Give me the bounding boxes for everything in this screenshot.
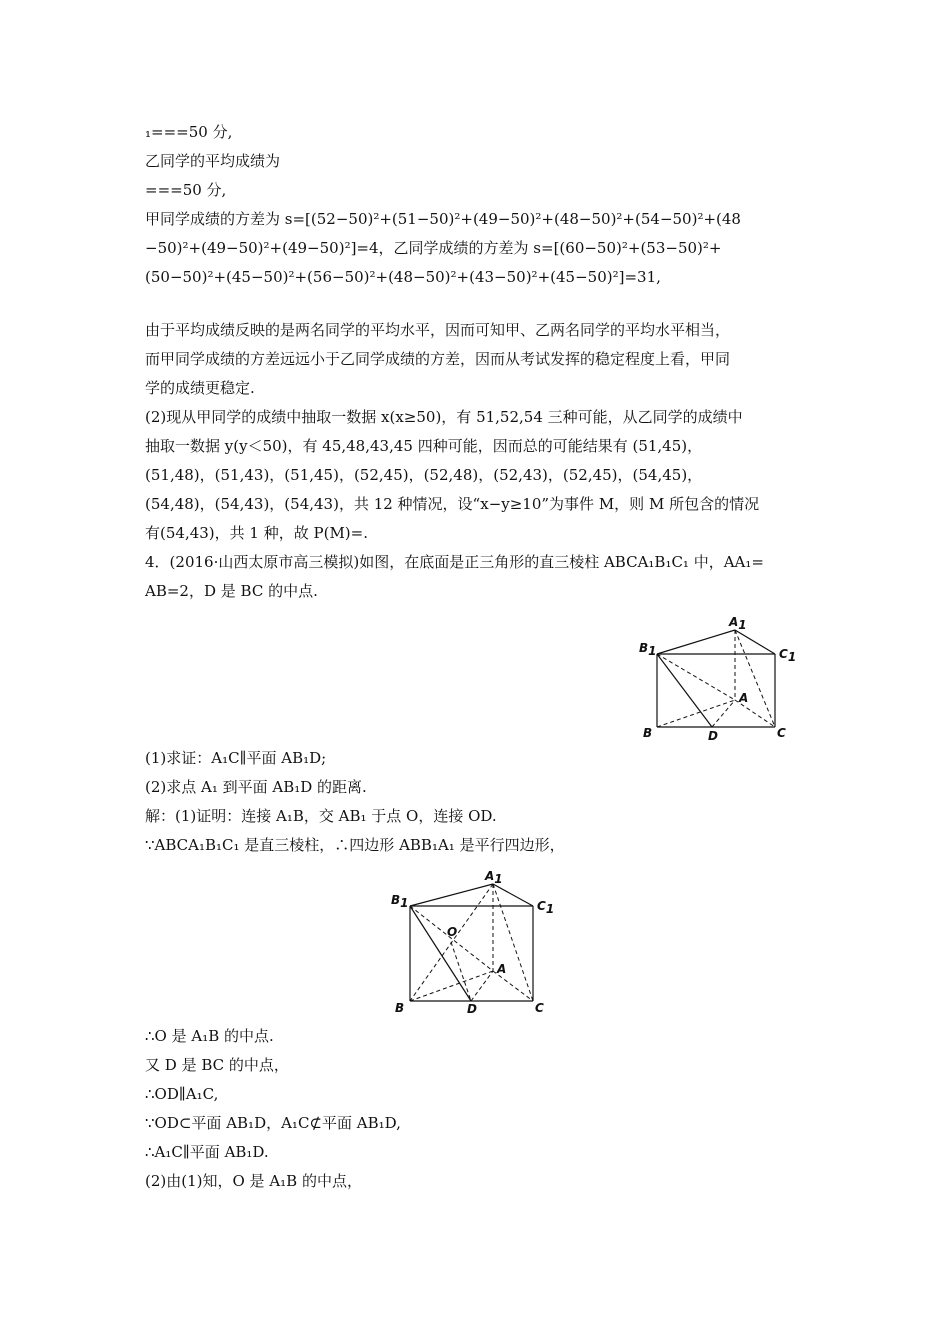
text-line: (2)由(1)知，O 是 A₁B 的中点， xyxy=(145,1172,362,1190)
label-d: D xyxy=(467,1002,477,1016)
text-line: 乙同学的平均成绩为 xyxy=(145,152,281,170)
document-page xyxy=(145,118,815,1196)
label-b: B xyxy=(643,726,653,740)
text-line: 有(54,43)，共 1 种，故 P(M)=. xyxy=(145,524,368,542)
text-line: 而甲同学成绩的方差远远小于乙同学成绩的方差，因而从考试发挥的稳定程度上看，甲同 xyxy=(145,350,731,368)
text-line: 甲同学成绩的方差为 s=[(52−50)²+(51−50)²+(49−50)²+(48−50)²+(54−50)²+(48 xyxy=(145,210,741,228)
label-b: B xyxy=(395,1001,405,1015)
text-line: 由于平均成绩反映的是两名同学的平均水平，因而可知甲、乙两名同学的平均水平相当， xyxy=(145,321,731,339)
text-line: 抽取一数据 y(y＜50)，有 45,48,43,45 四种可能，因而总的可能结果有 (51,45)， xyxy=(145,437,703,455)
text-line: ∴OD∥A₁C, xyxy=(145,1085,219,1103)
text-line: ===50 分, xyxy=(145,181,227,199)
text-line: ∴A₁C∥平面 AB₁D. xyxy=(145,1143,269,1161)
text-line: 又 D 是 BC 的中点， xyxy=(145,1056,289,1074)
prism-figure-1 xyxy=(635,612,815,742)
label-c1: C1 xyxy=(537,899,555,916)
label-a: A xyxy=(497,962,507,976)
text-line: (2)求点 A₁ 到平面 AB₁D 的距离. xyxy=(145,778,367,796)
label-b1: B1 xyxy=(391,893,409,910)
label-a1: A1 xyxy=(485,869,503,886)
text-line: (1)求证：A₁C∥平面 AB₁D; xyxy=(145,749,327,767)
text-line: 解：(1)证明：连接 A₁B，交 AB₁ 于点 O，连接 OD. xyxy=(145,807,497,825)
text-line: (51,48)，(51,43)，(51,45)，(52,45)，(52,48)，(52,43)，(52,45)，(54,45)， xyxy=(145,466,703,484)
label-c1: C1 xyxy=(779,647,797,664)
label-o: O xyxy=(447,925,458,939)
label-b1: B1 xyxy=(639,641,657,658)
problem-4-questions xyxy=(145,744,815,860)
prism-diagram-2 xyxy=(385,866,565,1016)
text-line: −50)²+(49−50)²+(49−50)²]=4，乙同学成绩的方差为 s=[(60−50)²+(53−50)²+ xyxy=(145,239,722,257)
text-line: ∴O 是 A₁B 的中点. xyxy=(145,1027,274,1045)
prism-diagram-1 xyxy=(635,612,815,742)
solution-part-1 xyxy=(145,118,815,292)
solution-end xyxy=(145,1022,815,1196)
label-c: C xyxy=(535,1001,544,1015)
problem-4-statement: 4．(2016·山西太原市高三模拟)如图，在底面是正三角形的直三棱柱 ABCA₁B₁C₁ 中，AA₁= xyxy=(145,553,764,571)
label-c: C xyxy=(777,726,786,740)
label-a: A xyxy=(739,691,749,705)
text-line: (2)现从甲同学的成绩中抽取一数据 x(x≥50)，有 51,52,54 三种可能，从乙同学的成绩中 xyxy=(145,408,743,426)
problem-4-statement: AB=2，D 是 BC 的中点. xyxy=(145,582,318,600)
prism-figure-2 xyxy=(385,866,565,1016)
solution-part-2 xyxy=(145,316,815,606)
text-line: (54,48)，(54,43)，(54,43)，共 12 种情况，设“x−y≥10”为事件 M，则 M 所包含的情况 xyxy=(145,495,760,513)
text-line: ∵OD⊂平面 AB₁D，A₁C⊄平面 AB₁D, xyxy=(145,1114,401,1132)
text-line: (50−50)²+(45−50)²+(56−50)²+(48−50)²+(43−50)²+(45−50)²]=31, xyxy=(145,268,661,286)
text-line: 学的成绩更稳定. xyxy=(145,379,255,397)
label-a1: A1 xyxy=(729,615,747,632)
text-line: ₁===50 分, xyxy=(145,123,233,141)
text-line: ∵ABCA₁B₁C₁ 是直三棱柱，∴四边形 ABB₁A₁ 是平行四边形， xyxy=(145,836,565,854)
label-d: D xyxy=(708,729,718,742)
